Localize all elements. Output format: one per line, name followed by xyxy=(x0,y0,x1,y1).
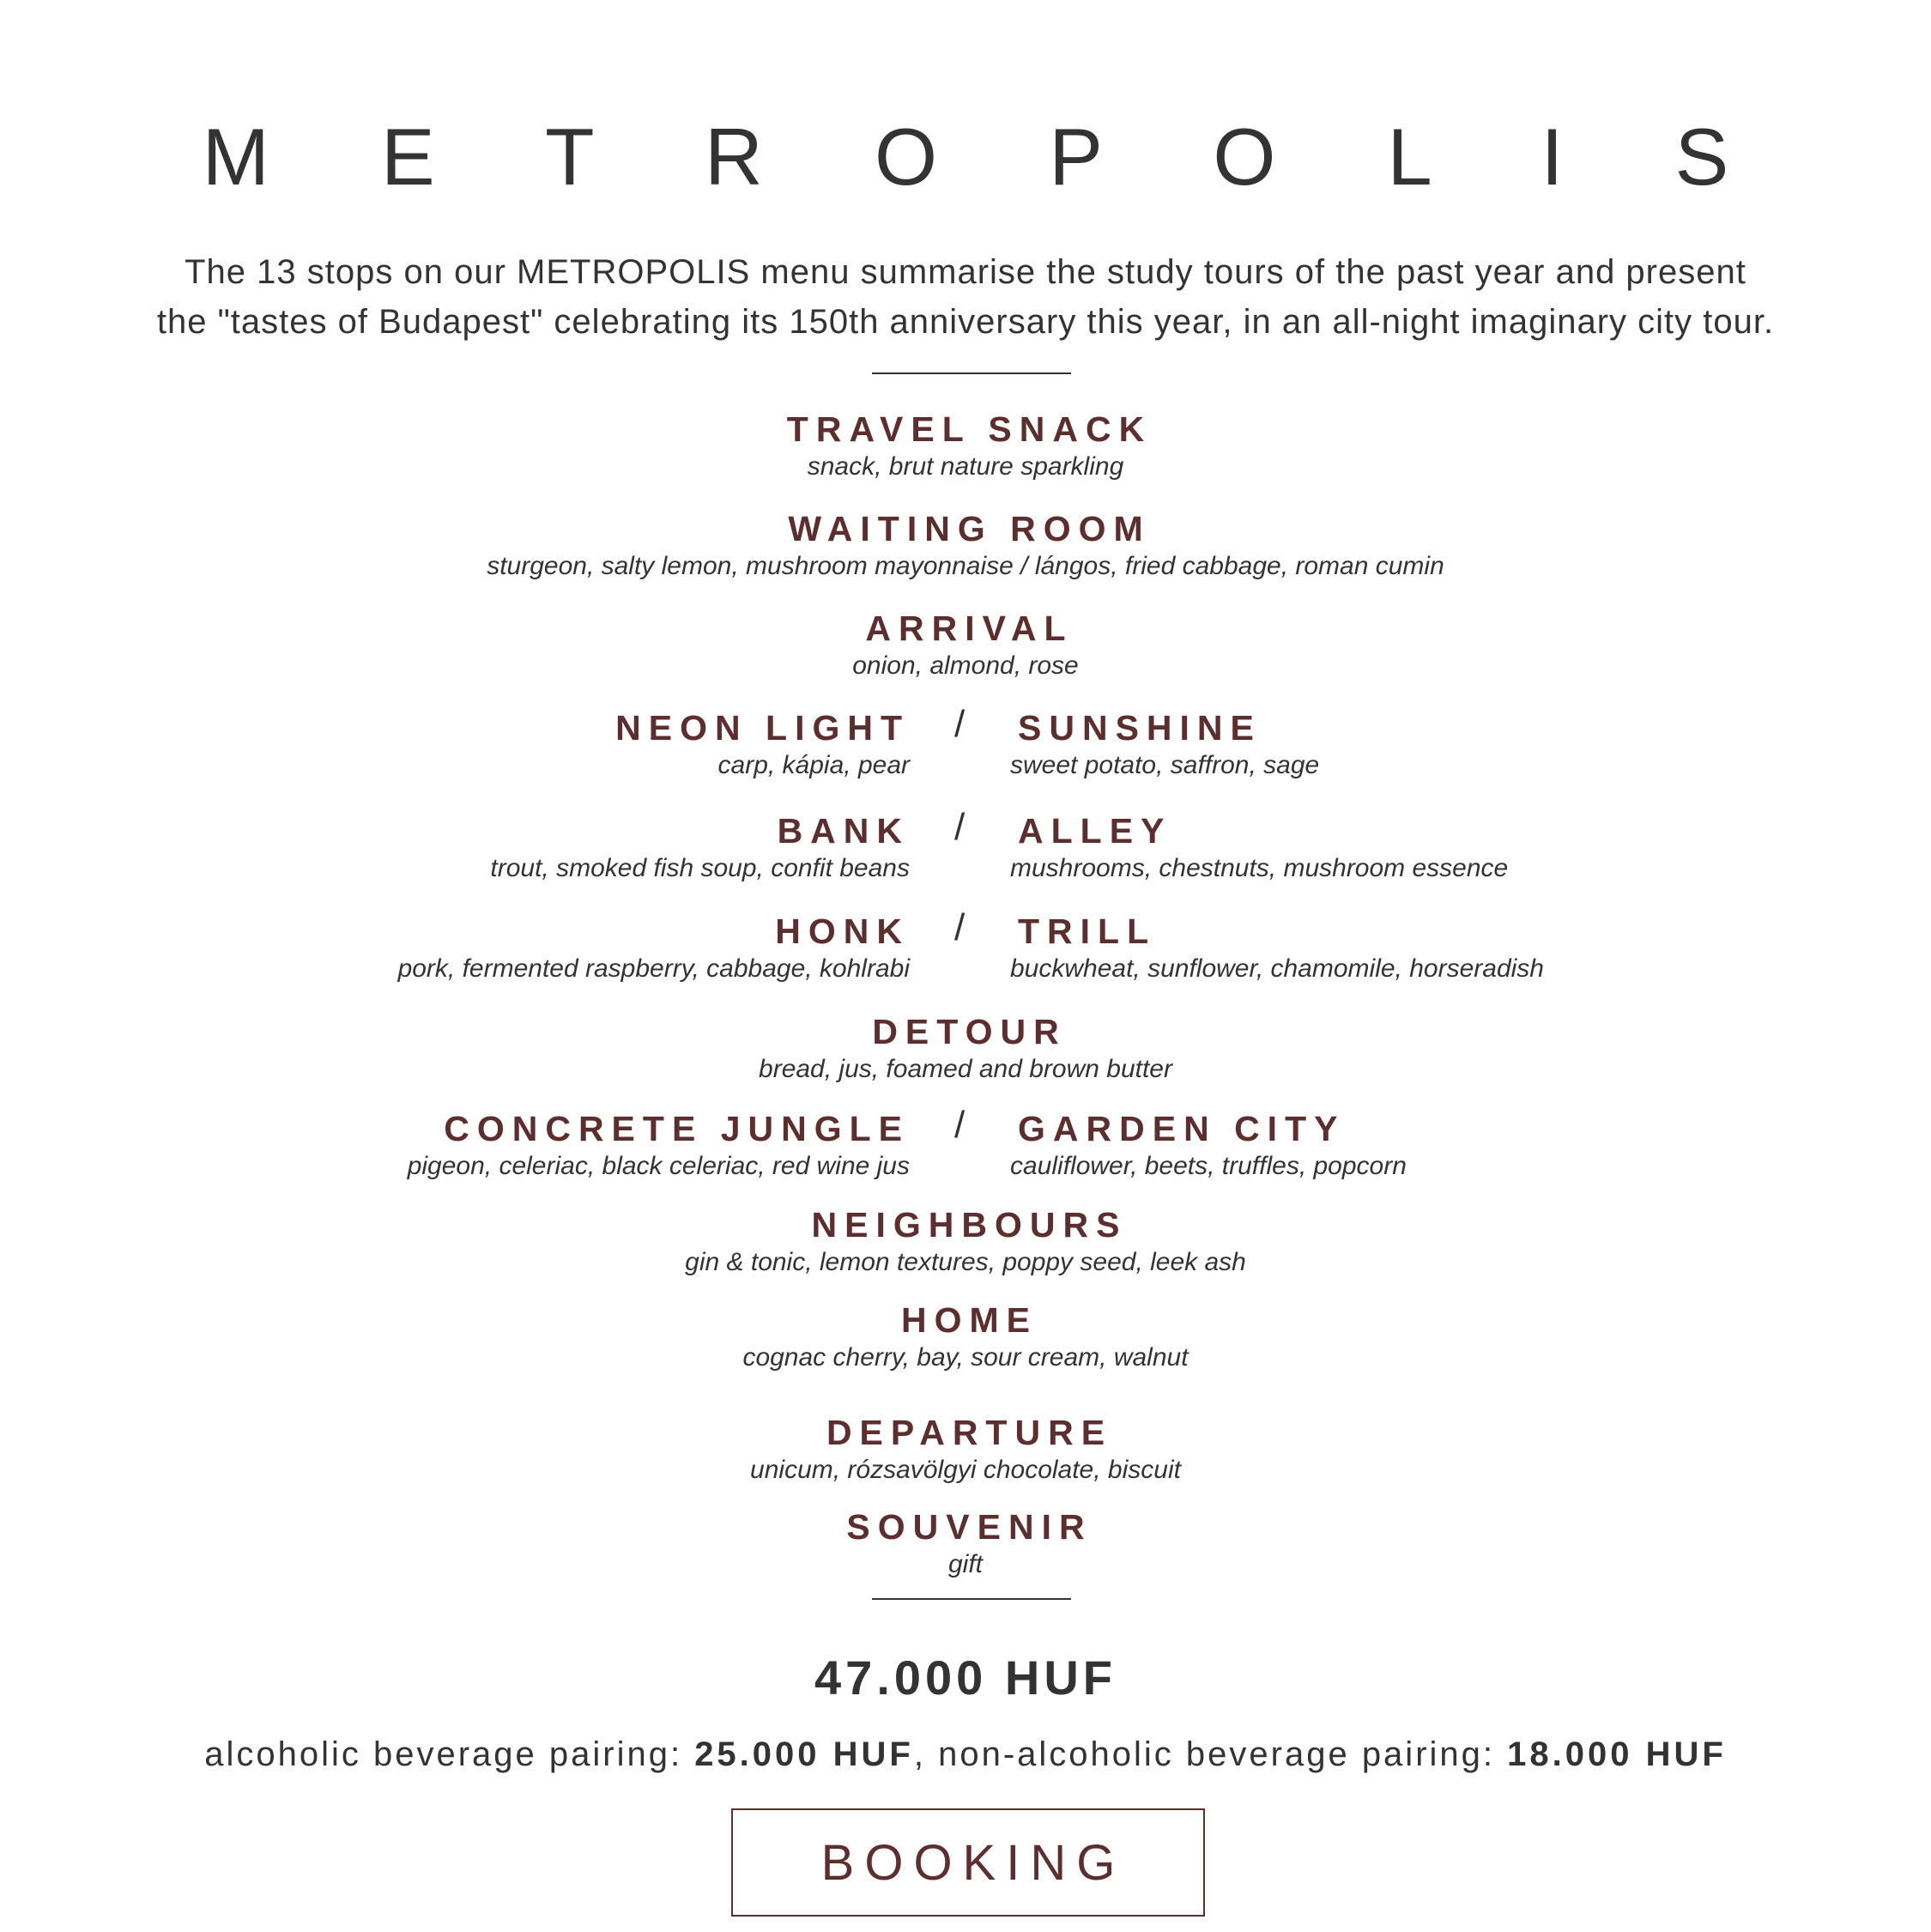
course-desc: buckwheat, sunflower, chamomile, horseradish xyxy=(1010,954,1544,983)
bottom-divider xyxy=(872,1598,1071,1600)
course-name: NEON LIGHT xyxy=(615,708,910,748)
course-desc: snack, brut nature sparkling xyxy=(807,452,1124,481)
course-pair-jungle-garden xyxy=(0,1104,1931,1194)
alcoholic-pairing-label: alcoholic beverage pairing: xyxy=(204,1735,695,1773)
intro-line-1: The 13 stops on our METROPOLIS menu summarise the study tours of the past year and present xyxy=(185,253,1746,291)
course-pair-neon-sunshine xyxy=(0,703,1931,793)
course-desc: bread, jus, foamed and brown butter xyxy=(759,1055,1172,1083)
course-detour xyxy=(0,1011,1931,1087)
course-desc: sweet potato, saffron, sage xyxy=(1010,751,1320,779)
course-arrival xyxy=(0,608,1931,683)
course-desc: pork, fermented raspberry, cabbage, kohlrabi xyxy=(397,954,910,983)
course-bank xyxy=(490,810,910,886)
course-name: DEPARTURE xyxy=(826,1413,1113,1452)
course-name: ARRIVAL xyxy=(865,609,1074,648)
menu-price: 47.000 HUF xyxy=(814,1650,1117,1705)
course-desc: gift xyxy=(947,1550,984,1578)
pair-separator: / xyxy=(954,806,966,848)
top-divider xyxy=(872,372,1071,374)
beverage-pairing xyxy=(0,1730,1931,1778)
course-desc: trout, smoked fish soup, confit beans xyxy=(490,854,910,882)
course-name: DETOUR xyxy=(872,1012,1067,1051)
course-alley xyxy=(1010,810,1508,886)
pair-separator: / xyxy=(954,906,966,948)
course-name: HONK xyxy=(775,911,910,951)
course-travel-snack xyxy=(0,409,1931,484)
course-desc: cognac cherry, bay, sour cream, walnut xyxy=(742,1343,1189,1372)
intro-text xyxy=(0,247,1931,347)
course-name: SOUVENIR xyxy=(846,1507,1093,1547)
page-title: M E T R O P O L I S xyxy=(202,112,1774,202)
course-name: TRILL xyxy=(1018,911,1157,951)
non-alcoholic-pairing-label: , non-alcoholic beverage pairing: xyxy=(913,1735,1508,1773)
course-name: HOME xyxy=(901,1300,1038,1340)
course-neighbours xyxy=(0,1204,1931,1280)
course-neon-light xyxy=(608,707,910,783)
course-concrete-jungle xyxy=(408,1108,910,1184)
course-name: ALLEY xyxy=(1018,811,1172,851)
course-desc: onion, almond, rose xyxy=(852,651,1079,680)
course-desc: pigeon, celeriac, black celeriac, red wine jus xyxy=(407,1152,910,1180)
course-desc: mushrooms, chestnuts, mushroom essence xyxy=(1010,854,1509,882)
course-sunshine xyxy=(1010,707,1319,783)
course-desc: carp, kápia, pear xyxy=(717,751,910,779)
course-name: CONCRETE JUNGLE xyxy=(444,1109,910,1148)
course-name: GARDEN CITY xyxy=(1018,1109,1346,1148)
course-desc: gin & tonic, lemon textures, poppy seed, leek ash xyxy=(685,1248,1246,1276)
course-home xyxy=(0,1299,1931,1375)
course-souvenir xyxy=(0,1506,1931,1582)
pair-separator: / xyxy=(954,703,966,745)
course-honk xyxy=(398,911,910,986)
booking-button[interactable]: BOOKING xyxy=(731,1808,1205,1917)
course-trill xyxy=(1010,911,1544,986)
course-desc: sturgeon, salty lemon, mushroom mayonnaise / lángos, fried cabbage, roman cumin xyxy=(487,552,1444,580)
intro-line-2: the "tastes of Budapest" celebrating its 150th anniversary this year, in an all-night imaginary city tour. xyxy=(156,303,1775,341)
course-garden-city xyxy=(1010,1108,1407,1184)
alcoholic-pairing-price: 25.000 HUF xyxy=(694,1735,914,1773)
course-name: WAITING ROOM xyxy=(788,509,1151,548)
course-name: BANK xyxy=(777,811,910,851)
course-pair-honk-trill xyxy=(0,906,1931,996)
non-alcoholic-pairing-price: 18.000 HUF xyxy=(1507,1735,1727,1773)
course-waiting-room xyxy=(0,508,1931,584)
course-desc: cauliflower, beets, truffles, popcorn xyxy=(1010,1152,1407,1180)
course-desc: unicum, rózsavölgyi chocolate, biscuit xyxy=(750,1456,1181,1484)
course-name: SUNSHINE xyxy=(1018,708,1262,748)
pair-separator: / xyxy=(954,1104,966,1146)
course-pair-bank-alley xyxy=(0,806,1931,896)
course-departure xyxy=(0,1412,1931,1487)
course-name: NEIGHBOURS xyxy=(811,1205,1128,1245)
course-name: TRAVEL SNACK xyxy=(786,409,1153,449)
